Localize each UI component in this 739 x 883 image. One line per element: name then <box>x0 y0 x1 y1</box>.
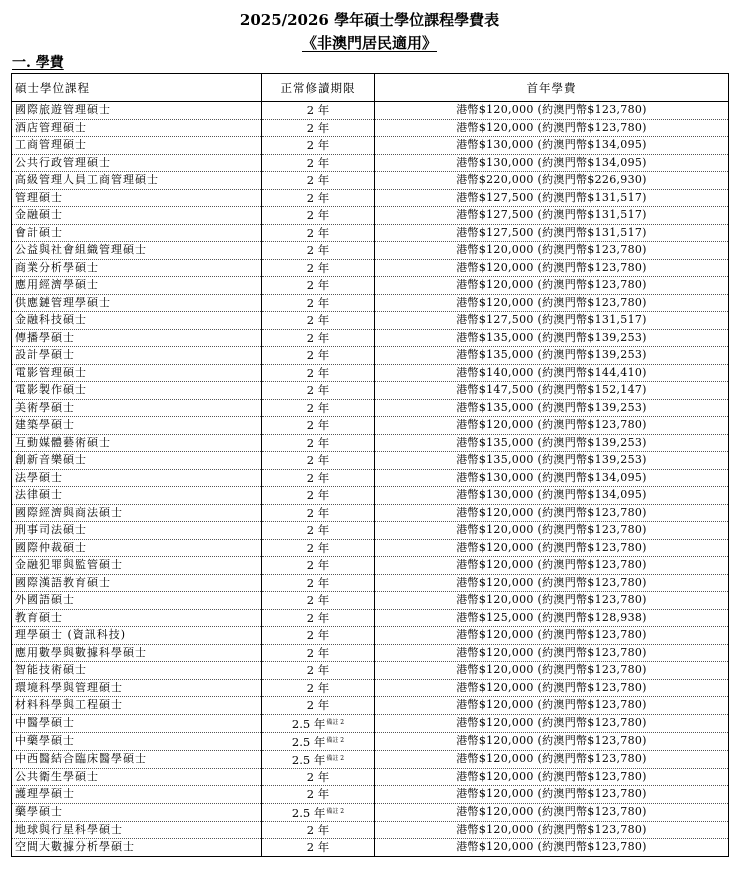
program-name-cell: 金融碩士 <box>12 207 262 225</box>
duration-cell <box>262 294 375 312</box>
table-row <box>12 224 729 242</box>
fee-cell: 港幣$130,000 (約澳門幣$134,095) <box>375 469 729 487</box>
table-row <box>12 539 729 557</box>
duration-value: 2 年 <box>306 558 330 573</box>
table-row <box>12 557 729 575</box>
duration-cell <box>262 679 375 697</box>
fee-cell: 港幣$120,000 (約澳門幣$123,780) <box>375 277 729 295</box>
fee-cell: 港幣$120,000 (約澳門幣$123,780) <box>375 557 729 575</box>
fee-cell: 港幣$125,000 (約澳門幣$128,938) <box>375 609 729 627</box>
fee-cell: 港幣$135,000 (約澳門幣$139,253) <box>375 434 729 452</box>
duration-cell <box>262 557 375 575</box>
table-row <box>12 786 729 804</box>
fee-cell: 港幣$120,000 (約澳門幣$123,780) <box>375 627 729 645</box>
program-name-cell: 中藥學碩士 <box>12 732 262 750</box>
fee-cell: 港幣$127,500 (約澳門幣$131,517) <box>375 312 729 330</box>
table-row <box>12 417 729 435</box>
duration-cell <box>262 224 375 242</box>
duration-value: 2 年 <box>306 822 330 837</box>
duration-value: 2 年 <box>306 278 330 293</box>
table-row <box>12 522 729 540</box>
header-fee: 首年學費 <box>375 74 729 102</box>
duration-value: 2 年 <box>306 173 330 188</box>
duration-value: 2 年 <box>306 155 330 170</box>
table-row <box>12 452 729 470</box>
program-name-cell: 材料科學與工程碩士 <box>12 697 262 715</box>
fee-cell: 港幣$140,000 (約澳門幣$144,410) <box>375 364 729 382</box>
duration-value: 2 年 <box>306 470 330 485</box>
program-name-cell: 工商管理碩士 <box>12 137 262 155</box>
fee-cell: 港幣$120,000 (約澳門幣$123,780) <box>375 821 729 839</box>
table-row <box>12 119 729 137</box>
table-row <box>12 277 729 295</box>
program-name-cell: 環境科學與管理碩士 <box>12 679 262 697</box>
program-name-cell: 國際漢語教育碩士 <box>12 574 262 592</box>
duration-value: 2 年 <box>306 260 330 275</box>
duration-value: 2 年 <box>306 840 330 855</box>
table-row <box>12 821 729 839</box>
program-name-cell: 供應鏈管理學碩士 <box>12 294 262 312</box>
duration-cell <box>262 312 375 330</box>
program-name-cell: 公共衛生學碩士 <box>12 768 262 786</box>
fee-cell: 港幣$130,000 (約澳門幣$134,095) <box>375 487 729 505</box>
duration-cell <box>262 469 375 487</box>
fee-cell: 港幣$120,000 (約澳門幣$123,780) <box>375 574 729 592</box>
fee-cell: 港幣$120,000 (約澳門幣$123,780) <box>375 768 729 786</box>
duration-value: 2 年 <box>306 225 330 240</box>
fee-cell: 港幣$220,000 (約澳門幣$226,930) <box>375 172 729 190</box>
fee-cell: 港幣$135,000 (約澳門幣$139,253) <box>375 399 729 417</box>
fee-cell: 港幣$120,000 (約澳門幣$123,780) <box>375 644 729 662</box>
duration-value: 2 年 <box>306 295 330 310</box>
program-name-cell: 護理學碩士 <box>12 786 262 804</box>
program-name-cell: 中西醫結合臨床醫學碩士 <box>12 750 262 768</box>
fee-cell: 港幣$120,000 (約澳門幣$123,780) <box>375 259 729 277</box>
duration-cell <box>262 137 375 155</box>
table-row <box>12 768 729 786</box>
fee-cell: 港幣$120,000 (約澳門幣$123,780) <box>375 119 729 137</box>
duration-cell <box>262 434 375 452</box>
fee-cell: 港幣$120,000 (約澳門幣$123,780) <box>375 839 729 857</box>
footnote-marker: 備註 2 <box>326 807 345 815</box>
fee-cell: 港幣$120,000 (約澳門幣$123,780) <box>375 539 729 557</box>
program-name-cell: 理學碩士 (資訊科技) <box>12 627 262 645</box>
program-name-cell: 建築學碩士 <box>12 417 262 435</box>
duration-cell <box>262 242 375 260</box>
duration-cell <box>262 750 375 768</box>
duration-value: 2 年 <box>306 769 330 784</box>
program-name-cell: 應用數學與數據科學碩士 <box>12 644 262 662</box>
duration-cell <box>262 347 375 365</box>
duration-value: 2 年 <box>306 208 330 223</box>
table-row <box>12 662 729 680</box>
footnote-marker: 備註 2 <box>326 736 345 744</box>
duration-cell <box>262 452 375 470</box>
table-row <box>12 102 729 120</box>
program-name-cell: 刑事司法碩士 <box>12 522 262 540</box>
duration-cell <box>262 119 375 137</box>
program-name-cell: 金融科技碩士 <box>12 312 262 330</box>
program-name-cell: 外國語碩士 <box>12 592 262 610</box>
duration-value: 2 年 <box>306 488 330 503</box>
duration-value: 2 年 <box>306 523 330 538</box>
duration-value: 2.5 年 <box>291 752 326 767</box>
duration-value: 2 年 <box>306 348 330 363</box>
duration-value: 2 年 <box>306 190 330 205</box>
program-name-cell: 創新音樂碩士 <box>12 452 262 470</box>
table-row <box>12 644 729 662</box>
fee-cell: 港幣$130,000 (約澳門幣$134,095) <box>375 154 729 172</box>
table-row <box>12 399 729 417</box>
fee-cell: 港幣$135,000 (約澳門幣$139,253) <box>375 347 729 365</box>
fee-cell: 港幣$127,500 (約澳門幣$131,517) <box>375 224 729 242</box>
fee-cell: 港幣$120,000 (約澳門幣$123,780) <box>375 242 729 260</box>
duration-cell <box>262 697 375 715</box>
fee-cell: 港幣$135,000 (約澳門幣$139,253) <box>375 329 729 347</box>
section-heading: 一. 學費 <box>12 55 64 71</box>
duration-value: 2 年 <box>306 628 330 643</box>
duration-cell <box>262 574 375 592</box>
fee-cell: 港幣$120,000 (約澳門幣$123,780) <box>375 750 729 768</box>
fee-cell: 港幣$120,000 (約澳門幣$123,780) <box>375 102 729 120</box>
duration-cell <box>262 732 375 750</box>
duration-value: 2 年 <box>306 243 330 258</box>
duration-cell <box>262 364 375 382</box>
fee-cell: 港幣$120,000 (約澳門幣$123,780) <box>375 522 729 540</box>
program-name-cell: 金融犯罪與監管碩士 <box>12 557 262 575</box>
program-name-cell: 酒店管理碩士 <box>12 119 262 137</box>
duration-cell <box>262 539 375 557</box>
duration-cell <box>262 768 375 786</box>
duration-cell <box>262 189 375 207</box>
duration-cell <box>262 504 375 522</box>
duration-cell <box>262 382 375 400</box>
duration-cell <box>262 803 375 821</box>
duration-cell <box>262 154 375 172</box>
duration-cell <box>262 277 375 295</box>
duration-cell <box>262 609 375 627</box>
duration-value: 2 年 <box>306 330 330 345</box>
fee-cell: 港幣$120,000 (約澳門幣$123,780) <box>375 714 729 732</box>
duration-cell <box>262 329 375 347</box>
program-name-cell: 空間大數據分析學碩士 <box>12 839 262 857</box>
fee-cell: 港幣$127,500 (約澳門幣$131,517) <box>375 207 729 225</box>
duration-cell <box>262 839 375 857</box>
table-row <box>12 207 729 225</box>
duration-value: 2 年 <box>306 435 330 450</box>
fee-cell: 港幣$120,000 (約澳門幣$123,780) <box>375 294 729 312</box>
duration-value: 2 年 <box>306 540 330 555</box>
header-program: 碩士學位課程 <box>12 74 262 102</box>
program-name-cell: 公共行政管理碩士 <box>12 154 262 172</box>
table-row <box>12 839 729 857</box>
program-name-cell: 中醫學碩士 <box>12 714 262 732</box>
fee-cell: 港幣$135,000 (約澳門幣$139,253) <box>375 452 729 470</box>
program-name-cell: 國際旅遊管理碩士 <box>12 102 262 120</box>
duration-value: 2.5 年 <box>291 716 326 731</box>
fee-cell: 港幣$120,000 (約澳門幣$123,780) <box>375 803 729 821</box>
fee-cell: 港幣$120,000 (約澳門幣$123,780) <box>375 417 729 435</box>
duration-value: 2 年 <box>306 787 330 802</box>
fee-cell: 港幣$127,500 (約澳門幣$131,517) <box>375 189 729 207</box>
duration-value: 2 年 <box>306 645 330 660</box>
program-name-cell: 法學碩士 <box>12 469 262 487</box>
program-name-cell: 高級管理人員工商管理碩士 <box>12 172 262 190</box>
table-row <box>12 609 729 627</box>
duration-cell <box>262 487 375 505</box>
table-row <box>12 347 729 365</box>
duration-cell <box>262 207 375 225</box>
program-name-cell: 應用經濟學碩士 <box>12 277 262 295</box>
table-row <box>12 434 729 452</box>
fee-cell: 港幣$120,000 (約澳門幣$123,780) <box>375 786 729 804</box>
program-name-cell: 商業分析學碩士 <box>12 259 262 277</box>
table-row <box>12 732 729 750</box>
duration-value: 2 年 <box>306 610 330 625</box>
program-name-cell: 智能技術碩士 <box>12 662 262 680</box>
table-row <box>12 679 729 697</box>
fee-cell: 港幣$120,000 (約澳門幣$123,780) <box>375 679 729 697</box>
duration-value: 2 年 <box>306 313 330 328</box>
table-row <box>12 312 729 330</box>
program-name-cell: 地球與行星科學碩士 <box>12 821 262 839</box>
table-header-row <box>12 74 729 102</box>
duration-value: 2 年 <box>306 575 330 590</box>
header-duration: 正常修讀期限 <box>262 74 375 102</box>
table-body <box>12 102 729 857</box>
program-name-cell: 國際經濟與商法碩士 <box>12 504 262 522</box>
program-name-cell: 美術學碩士 <box>12 399 262 417</box>
duration-value: 2 年 <box>306 383 330 398</box>
duration-cell <box>262 399 375 417</box>
document-subtitle <box>0 33 739 53</box>
program-name-cell: 教育碩士 <box>12 609 262 627</box>
duration-cell <box>262 102 375 120</box>
duration-value: 2 年 <box>306 120 330 135</box>
program-name-cell: 藥學碩士 <box>12 803 262 821</box>
table-row <box>12 242 729 260</box>
table-row <box>12 137 729 155</box>
fee-cell: 港幣$120,000 (約澳門幣$123,780) <box>375 697 729 715</box>
table-row <box>12 714 729 732</box>
duration-value: 2 年 <box>306 400 330 415</box>
fee-cell: 港幣$120,000 (約澳門幣$123,780) <box>375 504 729 522</box>
duration-cell <box>262 417 375 435</box>
table-row <box>12 574 729 592</box>
table-row <box>12 382 729 400</box>
document-title: 2025/2026 學年碩士學位課程學費表 <box>239 11 500 29</box>
program-name-cell: 管理碩士 <box>12 189 262 207</box>
duration-cell <box>262 714 375 732</box>
program-name-cell: 法律碩士 <box>12 487 262 505</box>
table-row <box>12 259 729 277</box>
fee-cell: 港幣$147,500 (約澳門幣$152,147) <box>375 382 729 400</box>
fee-cell: 港幣$130,000 (約澳門幣$134,095) <box>375 137 729 155</box>
duration-value: 2.5 年 <box>291 805 326 820</box>
document-subtitle-text: 《非澳門居民適用》 <box>301 34 437 52</box>
duration-cell <box>262 522 375 540</box>
table-row <box>12 364 729 382</box>
table-row <box>12 329 729 347</box>
duration-cell <box>262 662 375 680</box>
fee-cell: 港幣$120,000 (約澳門幣$123,780) <box>375 732 729 750</box>
program-name-cell: 互動媒體藝術碩士 <box>12 434 262 452</box>
duration-cell <box>262 627 375 645</box>
program-name-cell: 會計碩士 <box>12 224 262 242</box>
table-row <box>12 627 729 645</box>
duration-value: 2 年 <box>306 138 330 153</box>
duration-value: 2.5 年 <box>291 734 326 749</box>
table-row <box>12 697 729 715</box>
duration-cell <box>262 259 375 277</box>
table-row <box>12 189 729 207</box>
duration-value: 2 年 <box>306 593 330 608</box>
duration-value: 2 年 <box>306 663 330 678</box>
duration-value: 2 年 <box>306 453 330 468</box>
fee-cell: 港幣$120,000 (約澳門幣$123,780) <box>375 592 729 610</box>
table-row <box>12 504 729 522</box>
duration-cell <box>262 172 375 190</box>
duration-value: 2 年 <box>306 698 330 713</box>
table-row <box>12 469 729 487</box>
table-row <box>12 172 729 190</box>
program-name-cell: 公益與社會組織管理碩士 <box>12 242 262 260</box>
table-row <box>12 294 729 312</box>
tuition-table <box>11 73 729 857</box>
table-row <box>12 750 729 768</box>
program-name-cell: 設計學碩士 <box>12 347 262 365</box>
duration-value: 2 年 <box>306 505 330 520</box>
duration-value: 2 年 <box>306 680 330 695</box>
program-name-cell: 國際仲裁碩士 <box>12 539 262 557</box>
fee-cell: 港幣$120,000 (約澳門幣$123,780) <box>375 662 729 680</box>
duration-cell <box>262 821 375 839</box>
duration-value: 2 年 <box>306 103 330 118</box>
table-row <box>12 154 729 172</box>
duration-value: 2 年 <box>306 418 330 433</box>
table-row <box>12 803 729 821</box>
duration-cell <box>262 592 375 610</box>
duration-cell <box>262 644 375 662</box>
footnote-marker: 備註 2 <box>326 718 345 726</box>
program-name-cell: 電影製作碩士 <box>12 382 262 400</box>
duration-value: 2 年 <box>306 365 330 380</box>
footnote-marker: 備註 2 <box>326 754 345 762</box>
program-name-cell: 傳播學碩士 <box>12 329 262 347</box>
program-name-cell: 電影管理碩士 <box>12 364 262 382</box>
duration-cell <box>262 786 375 804</box>
table-row <box>12 592 729 610</box>
table-row <box>12 487 729 505</box>
